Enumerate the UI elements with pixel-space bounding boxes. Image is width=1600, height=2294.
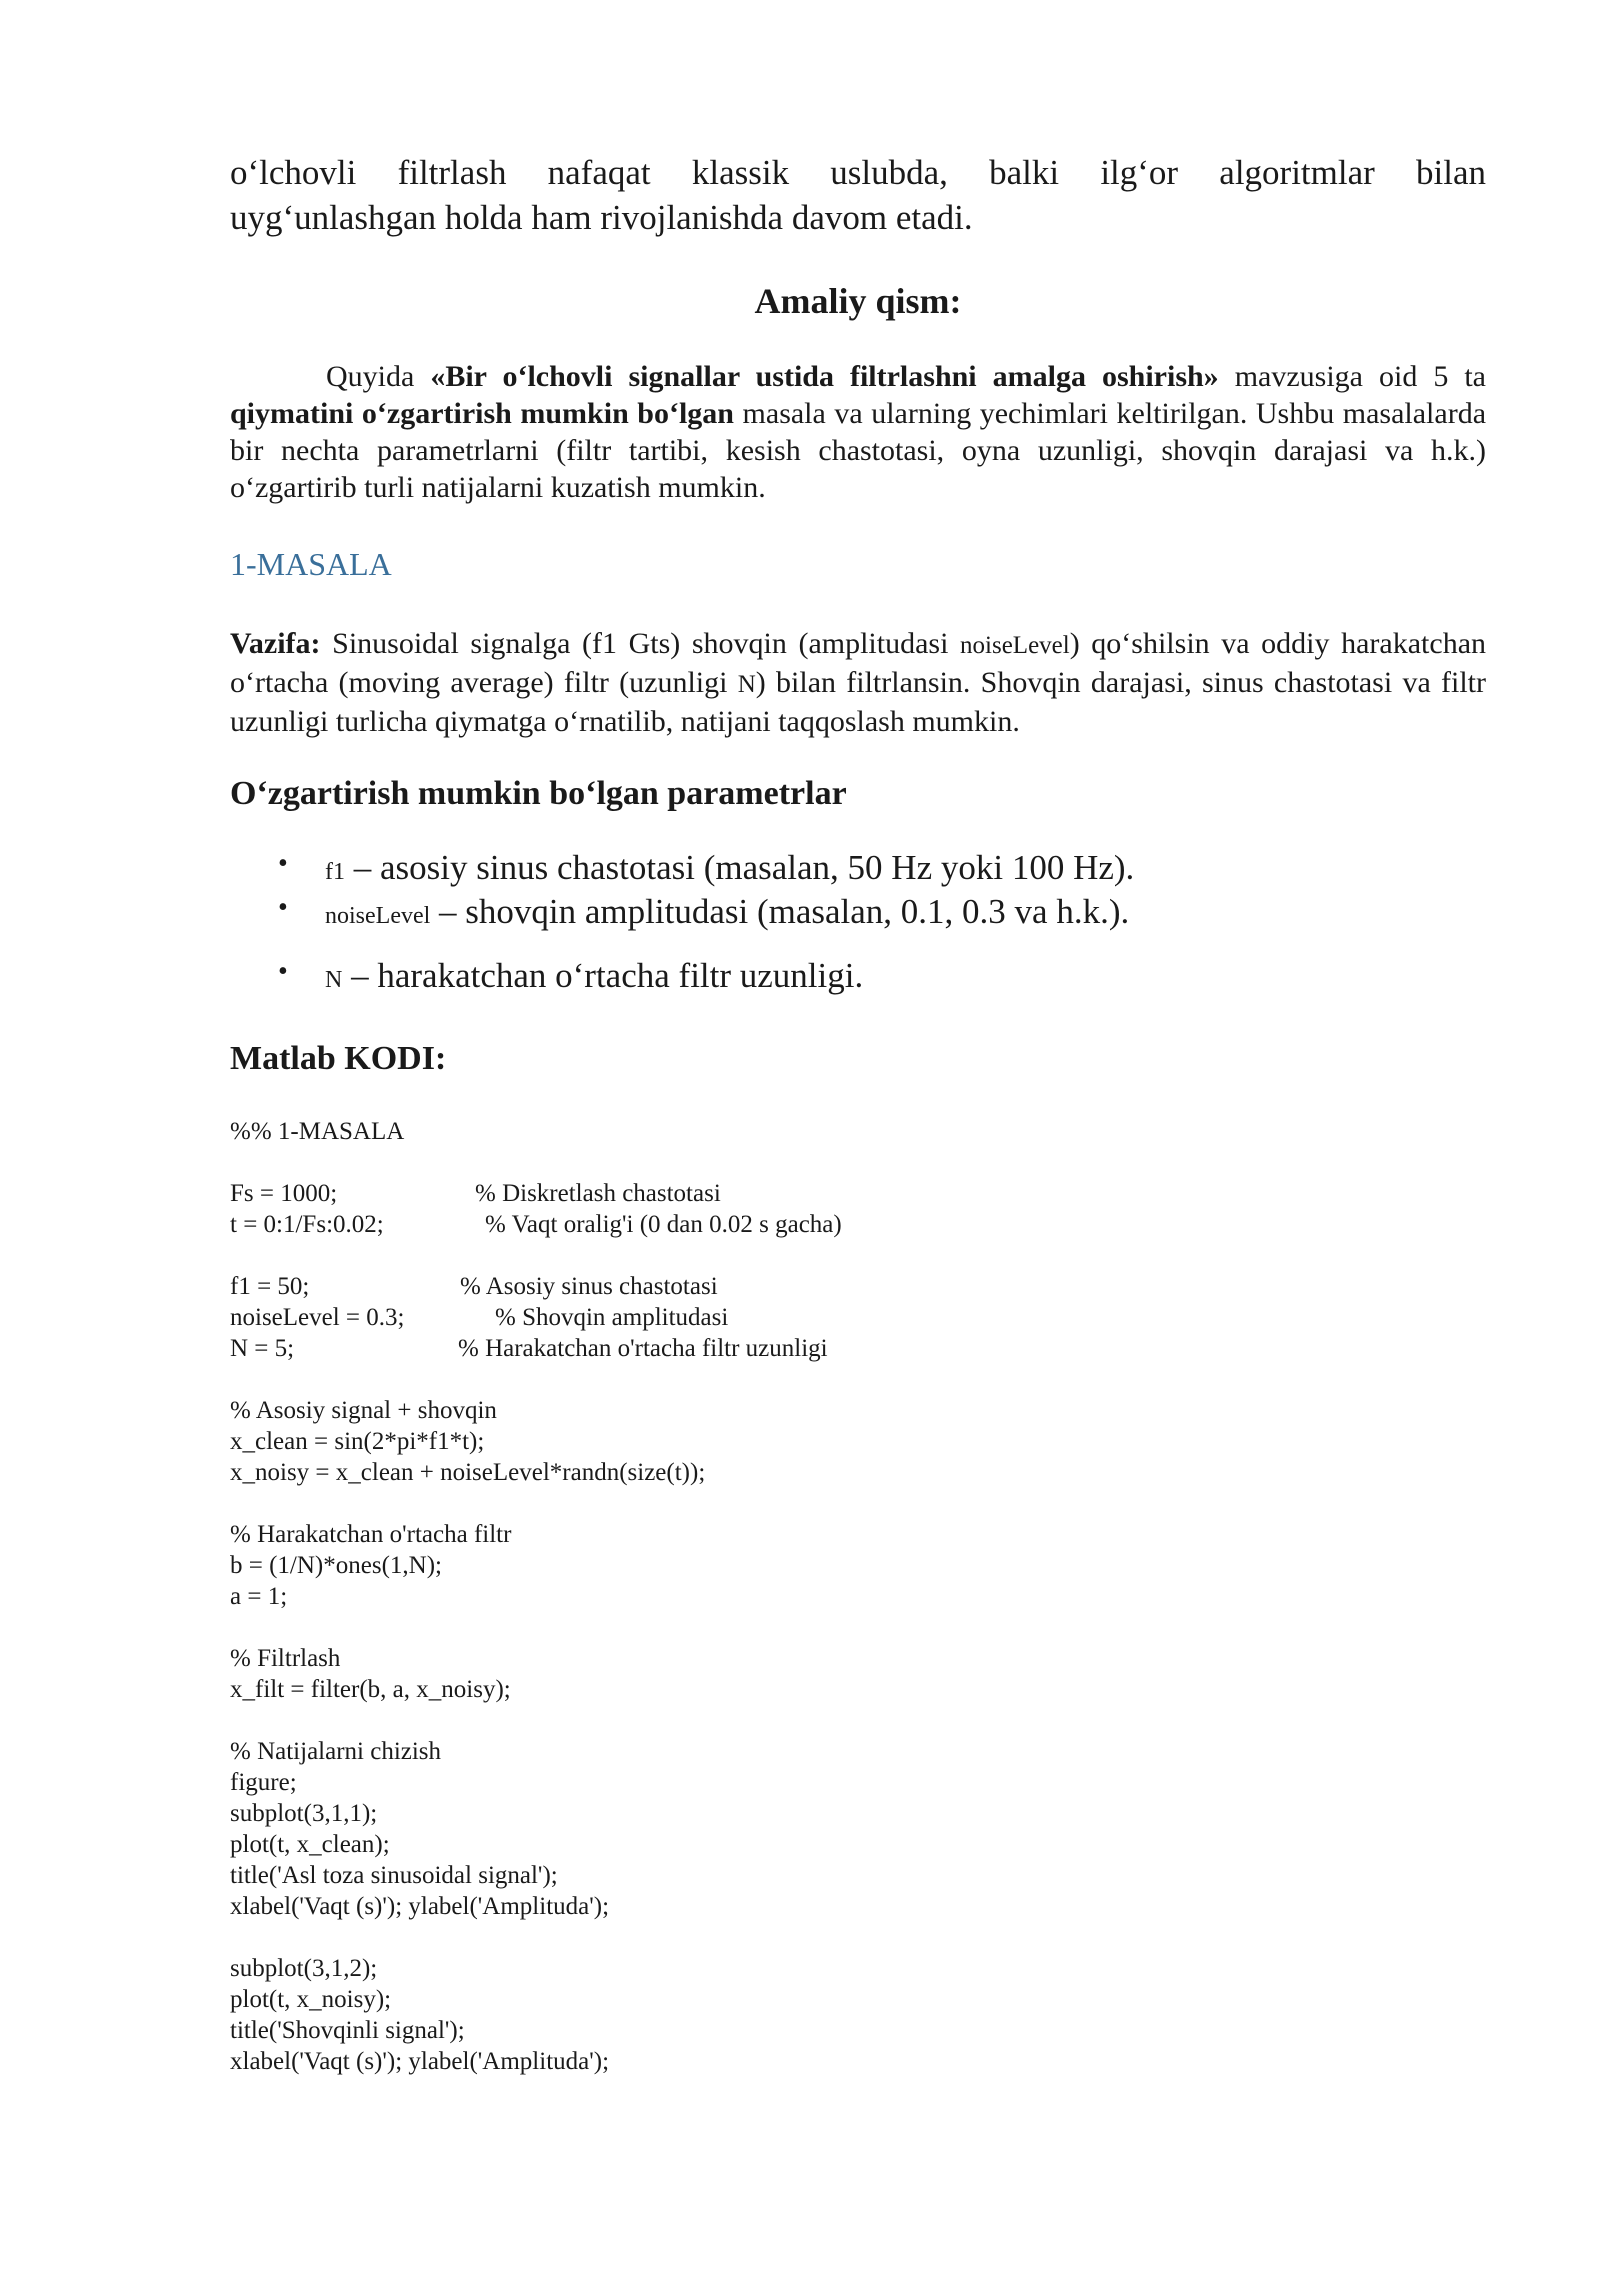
intro-pre: Quyida (326, 360, 431, 393)
intro-paragraph (230, 358, 1486, 506)
code-line: x_noisy = x_clean + noiseLevel*randn(size(t)); (230, 1459, 706, 1486)
bullet-icon: • (278, 956, 288, 987)
param-desc: – harakatchan o‘rtacha filtr uzunligi. (342, 956, 864, 995)
params-heading: O‘zgartirish mumkin bo‘lgan parametrlar (230, 775, 847, 812)
code-line: plot(t, x_clean); (230, 1831, 390, 1858)
intro-emphasis: qiymatini o‘zgartirish mumkin bo‘lgan (230, 397, 734, 430)
code-line: xlabel('Vaqt (s)'); ylabel('Amplituda'); (230, 1893, 610, 1920)
code-line: title('Asl toza sinusoidal signal'); (230, 1862, 558, 1889)
matlab-code-block (230, 1116, 842, 2294)
code-line: % Filtrlash (230, 1645, 341, 1672)
code-comment: % Harakatchan o'rtacha filtr uzunligi (458, 1335, 828, 1362)
task-label: Vazifa: (230, 627, 321, 660)
continuation-line-2: uyg‘unlashgan holda ham rivojlanishda davom etadi. (230, 198, 973, 237)
code-line: % Asosiy signal + shovqin (230, 1397, 497, 1424)
task-text-2: ) qo‘shilsin va oddiy harakatchan o‘rtacha (moving average) filtr (uzunligi (230, 627, 1487, 699)
code-line: t = 0:1/Fs:0.02; (230, 1211, 384, 1238)
code-comment: % Shovqin amplitudasi (495, 1304, 729, 1331)
code-line: noiseLevel = 0.3; (230, 1304, 405, 1331)
intro-mid: mavzusiga oid 5 ta (1218, 360, 1486, 393)
code-line: x_clean = sin(2*pi*f1*t); (230, 1428, 485, 1455)
code-line: %% 1-MASALA (230, 1118, 405, 1145)
problem-heading: 1-MASALA (230, 546, 392, 582)
bullet-icon: • (278, 892, 288, 923)
code-comment: % Diskretlash chastotasi (475, 1180, 721, 1207)
task-param-noise: noiseLevel (960, 632, 1070, 659)
code-line: Fs = 1000; (230, 1180, 338, 1207)
code-line: title('Shovqinli signal'); (230, 2017, 465, 2044)
param-name: noiseLevel (325, 903, 431, 929)
continuation-paragraph (230, 150, 1486, 240)
intro-post: masala va ularning yechimlari keltirilgan. Ushbu masalalarda bir nechta parametrlarni (filtr tartibi, kesish chastotasi, oyna uzunligi, shovqin darajasi va h.k.) o‘zgartirib turli natijalarni kuzatish mumkin. (230, 397, 1487, 504)
code-line: % Natijalarni chizish (230, 1738, 442, 1765)
code-line: N = 5; (230, 1335, 295, 1362)
code-heading: Matlab KODI: (230, 1040, 447, 1077)
task-param-n: N (737, 671, 756, 698)
code-line: figure; (230, 1769, 297, 1796)
section-title: Amaliy qism: (754, 281, 962, 321)
code-line: subplot(3,1,1); (230, 1800, 378, 1827)
task-text-1: Sinusoidal signalga (f1 Gts) shovqin (amplitudasi (320, 627, 961, 660)
intro-topic: «Bir o‘lchovli signallar ustida filtrlashni amalga oshirish» (430, 360, 1219, 393)
bullet-icon: • (278, 848, 288, 879)
code-line: x_filt = filter(b, a, x_noisy); (230, 1676, 511, 1703)
code-line: subplot(3,1,2); (230, 1955, 378, 1982)
task-paragraph (230, 625, 1486, 740)
task-text-3: ) bilan filtrlansin. Shovqin darajasi, sinus chastotasi va filtr uzunligi turlicha qiymatga o‘rnatilib, natijani taqqoslash mumkin. (230, 666, 1486, 738)
param-desc: – shovqin amplitudasi (masalan, 0.1, 0.3 va h.k.). (430, 892, 1130, 931)
param-name: f1 (325, 859, 345, 885)
code-line: b = (1/N)*ones(1,N); (230, 1552, 442, 1579)
code-comment: % Vaqt oralig'i (0 dan 0.02 s gacha) (485, 1211, 842, 1238)
code-line: xlabel('Vaqt (s)'); ylabel('Amplituda'); (230, 2048, 610, 2075)
code-comment: % Asosiy sinus chastotasi (460, 1273, 718, 1300)
continuation-line-1: o‘lchovli filtrlash nafaqat klassik uslubda, balki ilg‘or algoritmlar bilan (230, 153, 1486, 192)
code-line: f1 = 50; (230, 1273, 310, 1300)
param-desc: – asosiy sinus chastotasi (masalan, 50 Hz yoki 100 Hz). (345, 848, 1135, 887)
code-line: % Harakatchan o'rtacha filtr (230, 1521, 512, 1548)
param-name: N (325, 967, 343, 993)
code-line: a = 1; (230, 1583, 288, 1610)
code-line: plot(t, x_noisy); (230, 1986, 392, 2013)
